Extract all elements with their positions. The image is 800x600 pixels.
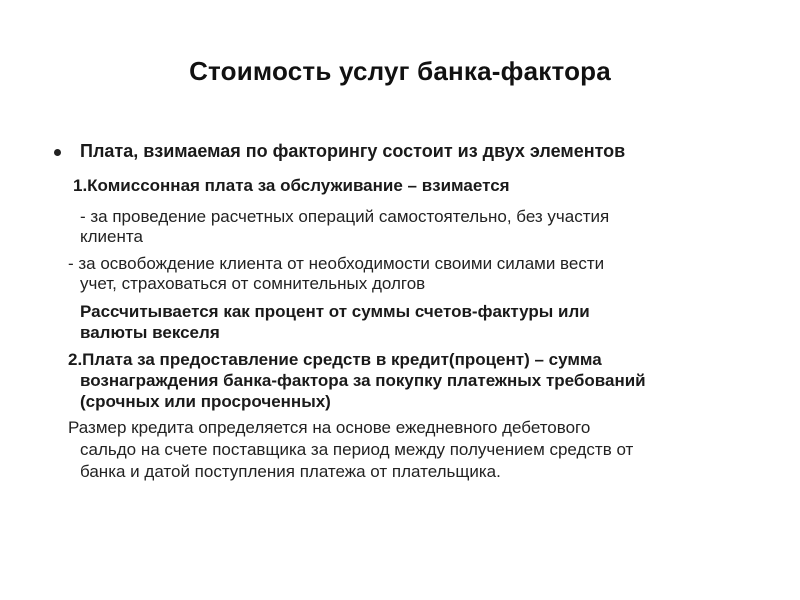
item2-detail-line1: Размер кредита определяется на основе ежедневного дебетового xyxy=(68,418,591,437)
slide-title: Стоимость услуг банка-фактора xyxy=(189,56,611,86)
bullet-text: Плата, взимаемая по факторингу состоит из двух элементов xyxy=(80,141,626,161)
item2-detail-line3: банка и датой поступления платежа от плательщика. xyxy=(80,462,501,481)
item1-calc-line1: Рассчитывается как процент от суммы счетов-фактуры или xyxy=(80,302,590,321)
item2-heading-line3: (срочных или просроченных) xyxy=(80,392,331,411)
item1-calc-line2: валюты векселя xyxy=(80,323,220,342)
item1-sub1-line1: - за проведение расчетных операций самостоятельно, без участия xyxy=(80,207,610,226)
bullet-dot-icon xyxy=(54,149,61,156)
item1-heading: 1.Комиссонная плата за обслуживание – взимается xyxy=(73,176,510,195)
item2-heading-line2: вознаграждения банка-фактора за покупку платежных требований xyxy=(80,371,646,390)
item1-sub2-line2: учет, страховаться от сомнительных долгов xyxy=(80,274,426,293)
item2-detail-line2: сальдо на счете поставщика за период между получением средств от xyxy=(80,440,634,459)
item2-heading-line1: 2.Плата за предоставление средств в кредит(процент) – сумма xyxy=(68,350,602,369)
item1-sub2-line1: - за освобождение клиента от необходимости своими силами вести xyxy=(68,254,605,273)
item1-sub1-line2: клиента xyxy=(80,227,143,246)
